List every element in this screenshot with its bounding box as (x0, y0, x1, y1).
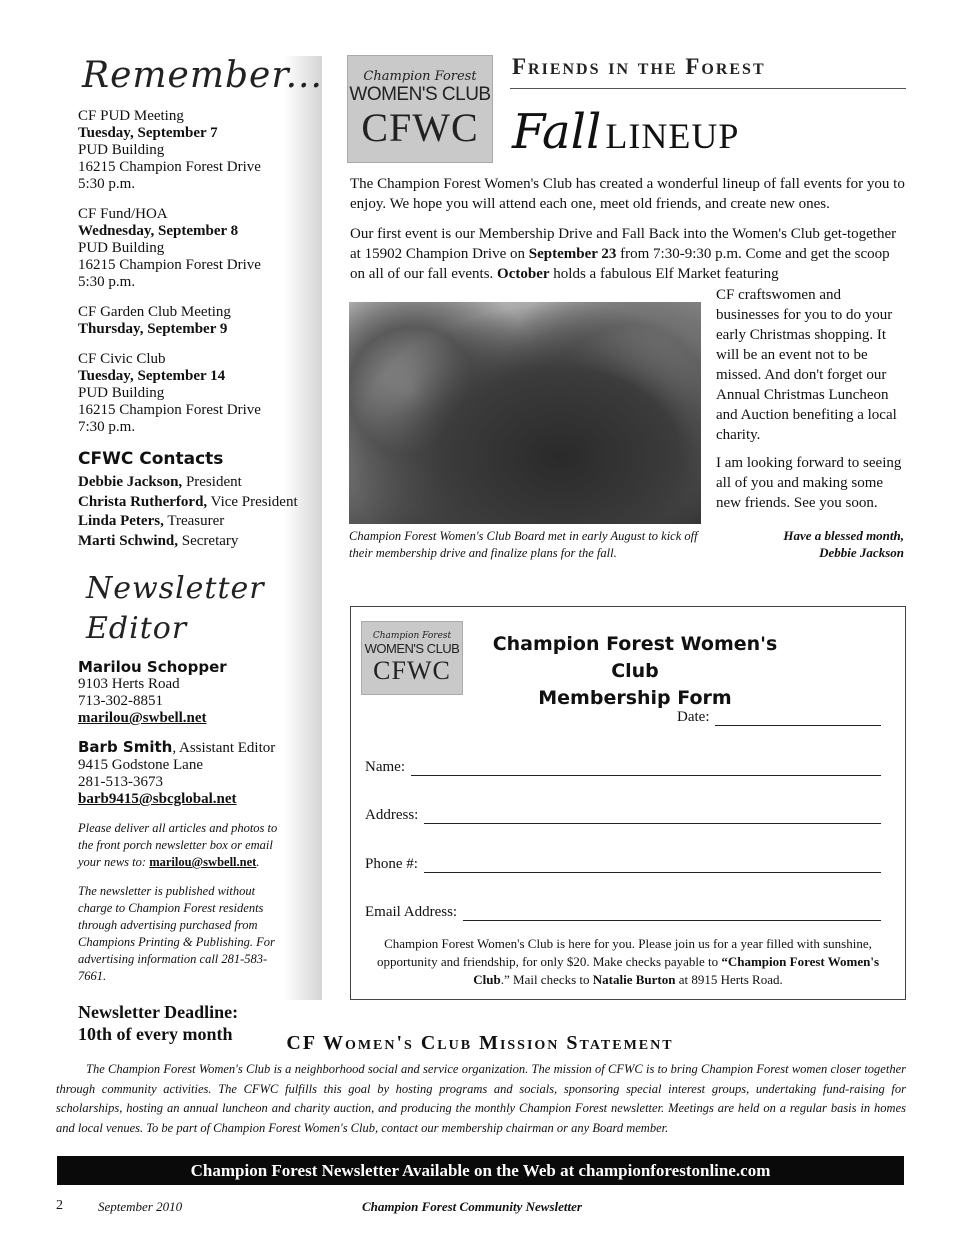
contact-role: President (185, 474, 242, 490)
sign-greeting: Have a blessed month, (783, 528, 904, 543)
assistant-phone: 281-513-3673 (78, 774, 163, 790)
form-footer (361, 935, 895, 989)
contact-role: Treasurer (167, 513, 225, 529)
form-payee: “Champion Forest Women's Club (473, 954, 880, 987)
logo-small-text: Champion Forest (372, 630, 452, 641)
article-wrap-text: CF craftswomen and businesses for you to do your early Christmas shopping. It will be an event not to be missed. And don't forget our Annual Christmas Luncheon and Auction benefiting a local charity. (716, 287, 897, 443)
cfwc-logo (347, 55, 493, 163)
event-name: CF PUD Meeting (78, 108, 184, 124)
form-footer-text-2: .” Mail checks to (500, 972, 593, 987)
contact-name: Debbie Jackson, (78, 474, 183, 490)
signature (716, 527, 904, 561)
article-kicker: Friends in the Forest (512, 54, 766, 79)
form-footer-text: Champion Forest Women's Club is here for you. Please join us for a year filled with sunshine, opportunity and friendship, for only $20. Make checks payable to (376, 936, 872, 969)
para2-text: Our first event is our Membership Drive and Fall Back into the Women's Club get-together at 15902 Champion Drive on (350, 226, 897, 262)
address-line[interactable] (424, 809, 881, 824)
event-time: 5:30 p.m. (78, 274, 136, 290)
name-field[interactable] (365, 759, 881, 776)
event-item (78, 351, 306, 436)
sign-name: Debbie Jackson (819, 545, 904, 560)
para2-text-3: holds a fabulous Elf Market featuring (549, 266, 779, 282)
name-line[interactable] (411, 761, 881, 776)
event-place: PUD Building (78, 385, 165, 401)
phone-line[interactable] (424, 858, 881, 873)
event-name: CF Garden Club Meeting (78, 304, 231, 320)
event-time: 7:30 p.m. (78, 419, 136, 435)
assistant-email-link[interactable]: barb9415@sbcglobal.net (78, 791, 237, 807)
sidebar-content (78, 55, 323, 1045)
logo-mid-text: WOMEN'S CLUB (364, 640, 460, 656)
event-item (78, 206, 306, 291)
logo-small-text: Champion Forest (363, 68, 477, 84)
contact-line (78, 532, 306, 552)
date-field[interactable] (677, 709, 881, 726)
event-name: CF Civic Club (78, 351, 166, 367)
deadline-label: Newsletter Deadline: (78, 1002, 239, 1022)
publishing-note: The newsletter is published without charge to Champion Forest residents through advertising purchased from Champions Printing & Publishing. For advertising information call 281-583-7661. (78, 884, 275, 983)
date-line[interactable] (715, 711, 881, 726)
mission-title: CF Women's Club Mission Statement (286, 1032, 674, 1054)
event-date: Tuesday, September 7 (78, 125, 218, 141)
submission-email-link[interactable]: marilou@swbell.net (149, 855, 257, 869)
logo-mid-text: WOMEN'S CLUB (349, 83, 491, 105)
para2-month: October (497, 266, 550, 282)
sidebar (0, 55, 323, 1044)
photo-caption: Champion Forest Women's Club Board met in early August to kick off their membership drive and finalize plans for the fall. (349, 529, 698, 560)
event-name: CF Fund/HOA (78, 206, 168, 222)
editor-name: Marilou Schopper (78, 658, 227, 676)
article-title (512, 104, 740, 160)
contacts-heading: CFWC Contacts (78, 449, 224, 469)
para2-date: September 23 (528, 246, 617, 262)
phone-field[interactable] (365, 856, 881, 873)
assistant-name: Barb Smith (78, 738, 173, 756)
contact-line (78, 493, 306, 513)
article-para-3: I am looking forward to seeing all of you and making some new friends. See you soon. (716, 455, 902, 511)
para2-text-2: from 7:30-9:30 p.m. Come and get the scoop on all of our fall events. (350, 246, 890, 282)
email-line[interactable] (463, 906, 881, 921)
event-date: Wednesday, September 8 (78, 223, 239, 239)
event-date: Thursday, September 9 (78, 321, 228, 337)
logo-big-text: CFWC (373, 655, 451, 685)
event-address: 16215 Champion Forest Drive (78, 159, 261, 175)
logo-big-text: CFWC (361, 104, 479, 150)
event-item (78, 304, 306, 338)
title-script: Fall (512, 104, 602, 160)
form-logo (361, 621, 463, 695)
assistant-role: , Assistant Editor (172, 740, 276, 756)
address-field[interactable] (365, 807, 881, 824)
remember-heading: Remember... (82, 55, 323, 96)
contact-name: Christa Rutherford, (78, 493, 208, 510)
date-label: Date: (677, 709, 710, 725)
contact-role: Secretary (181, 532, 239, 549)
editor-email-link[interactable]: marilou@swbell.net (78, 710, 207, 726)
article-wrap-column (716, 285, 906, 513)
submission-note-end: . (256, 855, 260, 869)
editor-phone: 713-302-8851 (78, 693, 163, 709)
phone-label: Phone #: (365, 856, 418, 872)
form-title (475, 631, 795, 712)
page-number: 2 (56, 1198, 63, 1213)
contact-name: Marti Schwind, (78, 532, 179, 549)
event-item (78, 108, 306, 193)
contact-name: Linda Peters, (78, 513, 164, 529)
editor-contact (78, 659, 306, 727)
mission-text: The Champion Forest Women's Club is a neighborhood social and service organization. The mission of CFWC is to bring Champion Forest women closer together through community activities. The CFWC fulfills this goal by hosting programs and socials, sponsoring special interest groups, undertaking fund-raising for scholarships, hosting an annual luncheon and charity auction, and producing the monthly Champion Forest newsletter. Meetings are held on a regular basis in homes and local venues. To be part of Champion Forest Women's Club, contact our membership chairman or any Board member. (56, 1062, 906, 1135)
editor-heading: Newsletter Editor (86, 571, 265, 646)
submission-note (78, 820, 278, 871)
email-label: Email Address: (365, 904, 458, 920)
form-footer-text-3: at 8915 Herts Road. (675, 972, 783, 987)
editor-street: 9103 Herts Road (78, 676, 180, 692)
event-time: 5:30 p.m. (78, 176, 136, 192)
article-body (350, 174, 906, 284)
assistant-street: 9415 Godstone Lane (78, 757, 203, 773)
web-banner[interactable]: Champion Forest Newsletter Available on the Web at championforestonline.com (57, 1156, 904, 1185)
event-place: PUD Building (78, 142, 165, 158)
article-para-1: The Champion Forest Women's Club has created a wonderful lineup of fall events for you to enjoy. We hope you will attend each one, meet old friends, and create new ones. (350, 176, 905, 212)
form-title-line-2: Membership Form (538, 687, 732, 709)
event-place: PUD Building (78, 240, 165, 256)
event-address: 16215 Champion Forest Drive (78, 257, 261, 273)
event-address: 16215 Champion Forest Drive (78, 402, 261, 418)
address-label: Address: (365, 807, 419, 823)
deadline-value: 10th of every month (78, 1024, 233, 1044)
article-para-2 (350, 224, 906, 284)
assistant-contact (78, 739, 306, 808)
submission-note-text: Please deliver all articles and photos to the front porch newsletter box or email your news to: (78, 821, 278, 869)
publication-name: Champion Forest Community Newsletter (362, 1199, 582, 1214)
form-contact-name: Natalie Burton (592, 972, 676, 987)
membership-form (350, 606, 906, 1000)
event-date: Tuesday, September 14 (78, 368, 226, 384)
name-label: Name: (365, 759, 405, 775)
board-photo (349, 302, 701, 524)
email-field[interactable] (365, 904, 881, 921)
contact-line (78, 473, 306, 493)
title-rest: LINEUP (605, 116, 740, 156)
issue-date: September 2010 (98, 1199, 183, 1214)
form-title-line-1: Champion Forest Women's Club (492, 633, 778, 682)
contact-role: Vice President (210, 493, 298, 510)
contact-line (78, 512, 306, 532)
kicker-divider (510, 88, 906, 89)
